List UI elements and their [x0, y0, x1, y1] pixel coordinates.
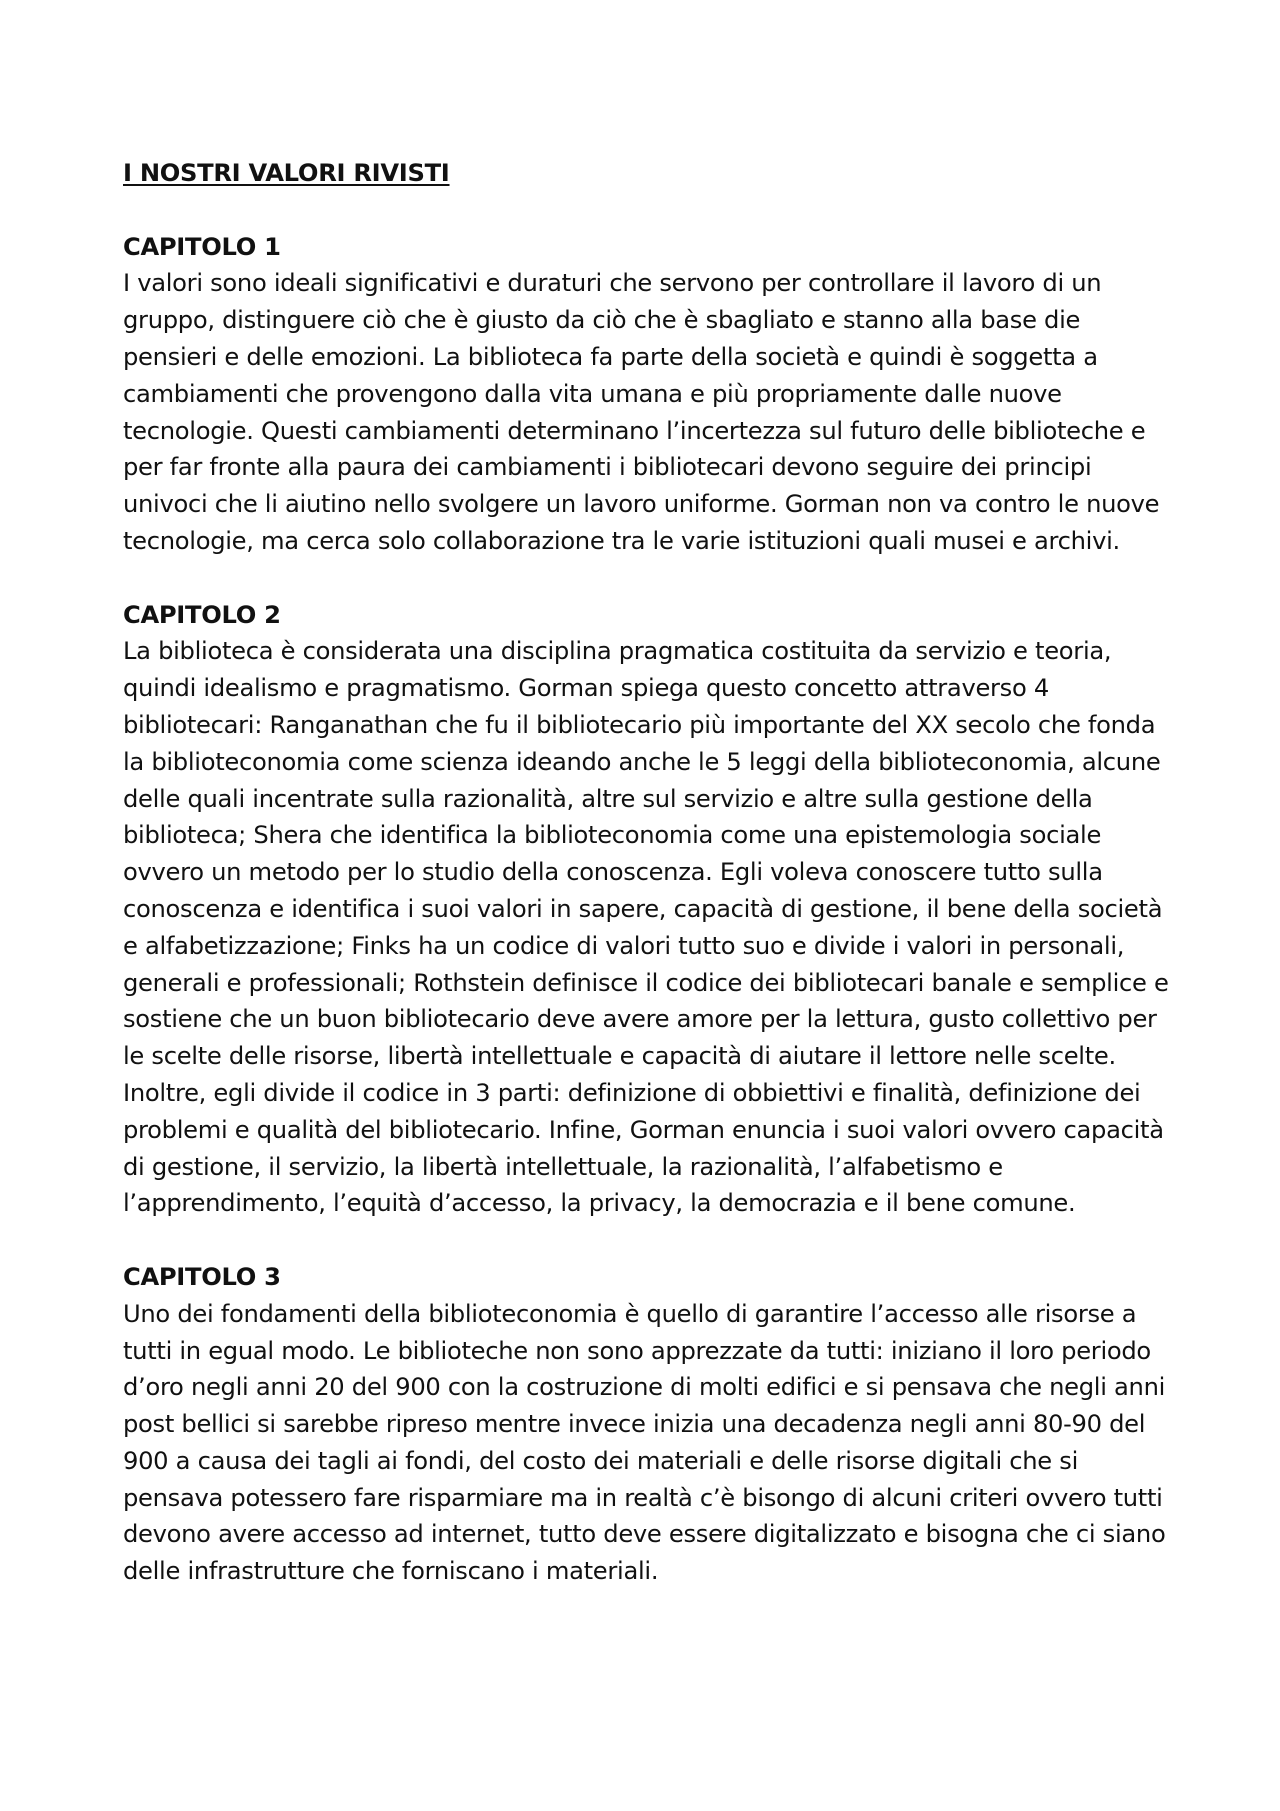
chapter-3 — [123, 1259, 1173, 1590]
chapter-body: I valori sono ideali significativi e duraturi che servono per controllare il lavoro di un gruppo, distinguere ciò che è giusto da ciò che è sbagliato e stanno alla base die pensieri e delle emozioni. La biblioteca fa parte della società e quindi è soggetta a cambiamenti che provengono dalla vita umana e più propriamente dalle nuove tecnologie. Questi cambiamenti determinano l’incertezza sul futuro delle biblioteche e per far fronte alla paura dei cambiamenti i bibliotecari devono seguire dei principi univoci che li aiutino nello svolgere un lavoro uniforme. Gorman non va contro le nuove tecnologie, ma cerca solo collaborazione tra le varie istituzioni quali musei e archivi. — [123, 269, 1160, 555]
chapter-heading: CAPITOLO 1 — [123, 232, 281, 261]
document-page — [123, 155, 1173, 1590]
chapter-1 — [123, 229, 1173, 560]
chapter-body: Uno dei fondamenti della biblioteconomia è quello di garantire l’accesso alle risorse a tutti in egual modo. Le biblioteche non sono apprezzate da tutti: iniziano il loro periodo d’oro negli anni 20 del 900 con la costruzione di molti edifici e si pensava che negli anni post bellici si sarebbe ripreso mentre invece inizia una decadenza negli anni 80-90 del 900 a causa dei tagli ai fondi, del costo dei materiali e delle risorse digitali che si pensava potessero fare risparmiare ma in realtà c’è bisongo di alcuni criteri ovvero tutti devono avere accesso ad internet, tutto deve essere digitalizzato e bisogna che ci siano delle infrastrutture che forniscano i materiali. — [123, 1299, 1166, 1586]
chapter-body: La biblioteca è considerata una disciplina pragmatica costituita da servizio e teoria, quindi idealismo e pragmatismo. Gorman spiega questo concetto attraverso 4 bibliotecari: Ranganathan che fu il bibliotecario più importante del XX secolo che fonda la biblioteconomia come scienza ideando anche le 5 leggi della biblioteconomia, alcune delle quali incentrate sulla razionalità, altre sul servizio e altre sulla gestione della biblioteca; Shera che identifica la biblioteconomia come una epistemologia sociale ovvero un metodo per lo studio della conoscenza. Egli voleva conoscere tutto sulla conoscenza e identifica i suoi valori in sapere, capacità di gestione, il bene della società e alfabetizzazione; Finks ha un codice di valori tutto suo e divide i valori in personali, generali e professionali; Rothstein definisce il codice dei bibliotecari banale e semplice e sostiene che un buon bibliotecario deve avere amore per la lettura, gusto collettivo per le scelte delle risorse, libertà intellettuale e capacità di aiutare il lettore nelle scelte. Inoltre, egli divide il codice in 3 parti: definizione di obbiettivi e finalità, definizione dei problemi e qualità del bibliotecario. Infine, Gorman enuncia i suoi valori ovvero capacità di gestione, il servizio, la libertà intellettuale, la razionalità, l’alfabetismo e l’apprendimento, l’equità d’accesso, la privacy, la democrazia e il bene comune. — [123, 637, 1169, 1218]
document-title: I NOSTRI VALORI RIVISTI — [123, 159, 450, 187]
chapter-heading: CAPITOLO 3 — [123, 1262, 281, 1291]
chapter-heading: CAPITOLO 2 — [123, 600, 281, 629]
chapter-2 — [123, 597, 1173, 1223]
